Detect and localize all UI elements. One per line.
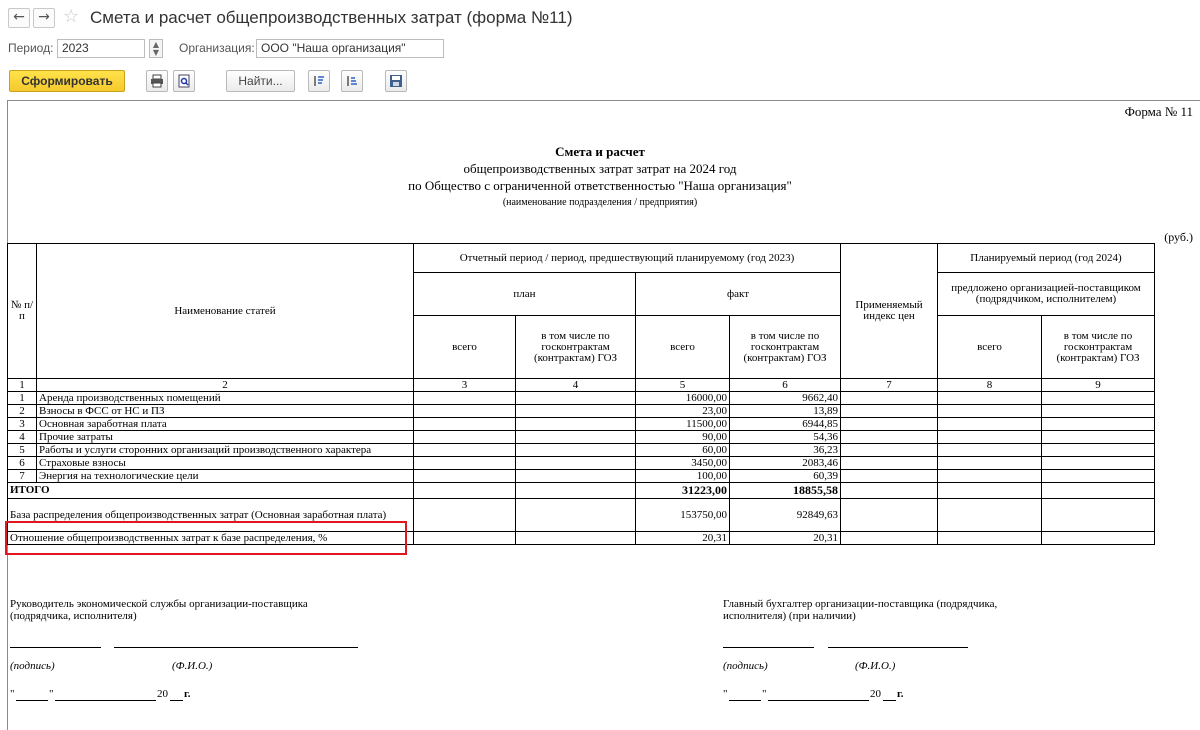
fact-goz-cell: 13,89 — [730, 405, 841, 418]
fact-total-cell: 60,00 — [636, 444, 730, 457]
base-fact-goz: 92849,63 — [730, 499, 841, 532]
right-date-year: 20 — [870, 688, 881, 700]
fact-total-cell: 3450,00 — [636, 457, 730, 470]
left-date-quote-open: " — [10, 688, 15, 700]
left-signature-title: Руководитель экономической службы организации-поставщика (подрядчика, исполнителя) — [10, 598, 308, 622]
left-name-hint: (Ф.И.О.) — [172, 660, 213, 672]
printer-icon — [150, 74, 164, 88]
row-name: Энергия на технологические цели — [37, 470, 414, 483]
row-number: 2 — [8, 405, 37, 418]
header-proposed-goz: в том числе по госконтрактам (контрактам) ГОЗ — [1042, 316, 1155, 379]
row-name: Основная заработная плата — [37, 418, 414, 431]
left-date-year-line — [170, 700, 183, 701]
period-label: Период: — [8, 41, 54, 55]
row-number: 1 — [8, 392, 37, 405]
right-date-month-line — [768, 700, 869, 701]
form-number: Форма № 11 — [1124, 104, 1193, 119]
base-label: База распределения общепроизводственных затрат (Основная заработная плата) — [8, 499, 414, 532]
sort-descending-icon — [345, 74, 359, 88]
column-number-cell: 9 — [1042, 379, 1155, 392]
header-price-index: Применяемый индекс цен — [841, 244, 938, 379]
column-number-cell: 3 — [414, 379, 516, 392]
highlight-frame — [5, 521, 407, 555]
column-number-cell: 6 — [730, 379, 841, 392]
header-fact-total: всего — [636, 316, 730, 379]
right-date-suffix: г. — [897, 688, 904, 700]
total-row — [8, 483, 1155, 499]
print-button[interactable] — [146, 70, 168, 92]
header-reporting-period: Отчетный период / период, предшествующий планируемому (год 2023) — [414, 244, 841, 273]
header-proposed-total: всего — [938, 316, 1042, 379]
column-number-cell: 4 — [516, 379, 636, 392]
table-row — [8, 470, 1155, 483]
period-input[interactable]: 2023 — [57, 39, 145, 58]
right-date-year-line — [883, 700, 896, 701]
header-planned-period: Планируемый период (год 2024) — [938, 244, 1155, 273]
generate-button[interactable]: Сформировать — [9, 70, 125, 92]
fact-total-cell: 100,00 — [636, 470, 730, 483]
back-arrow-icon[interactable]: ← — [8, 8, 30, 28]
right-name-hint: (Ф.И.О.) — [855, 660, 896, 672]
row-name: Прочие затраты — [37, 431, 414, 444]
total-fact-total: 31223,00 — [636, 483, 730, 499]
table-row — [8, 405, 1155, 418]
base-fact-total: 153750,00 — [636, 499, 730, 532]
left-date-year: 20 — [157, 688, 168, 700]
left-date-day-line — [16, 700, 48, 701]
ratio-fact-total: 20,31 — [636, 532, 730, 545]
save-button[interactable] — [385, 70, 407, 92]
fact-goz-cell: 54,36 — [730, 431, 841, 444]
find-button[interactable]: Найти... — [226, 70, 295, 92]
total-label: ИТОГО — [8, 483, 414, 499]
table-row — [8, 431, 1155, 444]
row-name: Взносы в ФСС от НС и ПЗ — [37, 405, 414, 418]
header-name: Наименование статей — [37, 244, 414, 379]
column-number-cell: 8 — [938, 379, 1042, 392]
row-name: Аренда производственных помещений — [37, 392, 414, 405]
report-subtitle: общепроизводственных затрат затрат на 2024 год — [463, 161, 737, 176]
table-row — [8, 392, 1155, 405]
fact-goz-cell: 60,39 — [730, 470, 841, 483]
favorite-star-icon[interactable]: ☆ — [63, 6, 80, 27]
right-date-day-line — [729, 700, 761, 701]
column-number-cell: 5 — [636, 379, 730, 392]
fact-goz-cell: 36,23 — [730, 444, 841, 457]
left-sign-line — [10, 647, 101, 648]
header-plan-goz: в том числе по госконтрактам (контрактам) ГОЗ — [516, 316, 636, 379]
row-name: Работы и услуги сторонних организаций производственного характера — [37, 444, 414, 457]
row-name: Страховые взносы — [37, 457, 414, 470]
ratio-fact-goz: 20,31 — [730, 532, 841, 545]
row-number: 5 — [8, 444, 37, 457]
header-plan: план — [414, 273, 636, 316]
left-date-suffix: г. — [184, 688, 191, 700]
row-number: 6 — [8, 457, 37, 470]
preview-button[interactable] — [173, 70, 195, 92]
save-floppy-icon — [389, 74, 403, 88]
row-number: 3 — [8, 418, 37, 431]
left-name-line — [114, 647, 358, 648]
table-row — [8, 457, 1155, 470]
header-proposed: предложено организацией-поставщиком (подрядчиком, исполнителем) — [938, 273, 1155, 316]
organization-hint: (наименование подразделения / предприятия) — [502, 197, 698, 208]
column-number-cell: 7 — [841, 379, 938, 392]
fact-goz-cell: 2083,46 — [730, 457, 841, 470]
title-bar — [0, 0, 1200, 34]
header-number: № п/п — [8, 244, 37, 379]
header-fact: факт — [636, 273, 841, 316]
right-date-quote-open: " — [723, 688, 728, 700]
sort-desc-button[interactable] — [341, 70, 363, 92]
right-sign-hint: (подпись) — [723, 660, 768, 672]
total-fact-goz: 18855,58 — [730, 483, 841, 499]
units-label: (руб.) — [1164, 230, 1193, 244]
left-date-month-line — [55, 700, 156, 701]
header-plan-total: всего — [414, 316, 516, 379]
fact-total-cell: 11500,00 — [636, 418, 730, 431]
organization-input[interactable]: ООО "Наша организация" — [256, 39, 444, 58]
ratio-label: Отношение общепроизводственных затрат к базе распределения, % — [8, 532, 414, 545]
fact-goz-cell: 6944,85 — [730, 418, 841, 431]
organization-line: по Общество с ограниченной ответственностью "Наша организация" — [408, 178, 792, 193]
fact-total-cell: 23,00 — [636, 405, 730, 418]
right-signature-title: Главный бухгалтер организации-поставщика (подрядчика, исполнителя) (при наличии) — [723, 598, 998, 622]
table-row — [8, 418, 1155, 431]
organization-label: Организация: — [179, 41, 255, 55]
row-number: 4 — [8, 431, 37, 444]
fact-total-cell: 90,00 — [636, 431, 730, 444]
forward-arrow-icon[interactable]: → — [33, 8, 55, 28]
cost-estimate-table — [7, 243, 1155, 545]
column-number-cell: 2 — [37, 379, 414, 392]
right-sign-line — [723, 647, 814, 648]
fact-goz-cell: 9662,40 — [730, 392, 841, 405]
right-date-quote-close: " — [762, 688, 767, 700]
fact-total-cell: 16000,00 — [636, 392, 730, 405]
left-sign-hint: (подпись) — [10, 660, 55, 672]
column-number-cell: 1 — [8, 379, 37, 392]
right-name-line — [828, 647, 968, 648]
window-title: Смета и расчет общепроизводственных затрат (форма №11) — [90, 8, 573, 27]
print-preview-icon — [177, 74, 191, 88]
row-number: 7 — [8, 470, 37, 483]
sort-ascending-icon — [312, 74, 326, 88]
left-date-quote-close: " — [49, 688, 54, 700]
period-spin-icon[interactable]: ▲ ▼ — [149, 39, 163, 58]
sort-asc-button[interactable] — [308, 70, 330, 92]
report-title: Смета и расчет — [555, 144, 645, 159]
header-fact-goz: в том числе по госконтрактам (контрактам) ГОЗ — [730, 316, 841, 379]
table-row — [8, 444, 1155, 457]
